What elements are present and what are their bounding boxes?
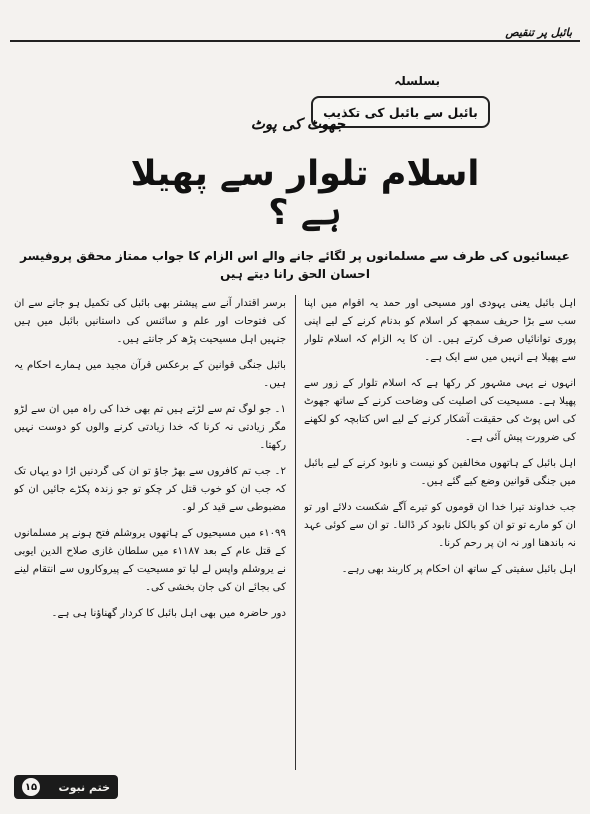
article-subtitle: جھوٹ کی پوٹ <box>250 115 345 133</box>
header-label: بائبل پر تنقیص <box>501 26 576 39</box>
footer-label: ختم نبوت <box>58 780 110 794</box>
column-right <box>304 295 576 765</box>
column-left <box>14 295 286 765</box>
column-paragraph: ۱۔ جو لوگ تم سے لڑتے ہیں تم بھی خدا کی راہ میں ان سے لڑو مگر زیادتی نہ کرنا کہ خدا زیادتی کرنے والوں کو دوست نہیں رکھتا۔ <box>14 404 286 451</box>
article-intro: عیسائیوں کی طرف سے مسلمانوں پر لگائے جانے والے اس الزام کا جواب ممتاز محقق پروفیسر احسان الحق رانا دیتے ہیں <box>20 249 570 281</box>
column-divider <box>295 295 296 770</box>
footer-badge <box>14 775 118 799</box>
column-paragraph: بائبل جنگی قوانین کے برعکس قرآن مجید میں ہمارے احکام یہ ہیں۔ <box>14 360 286 389</box>
column-paragraph: اہل بائبل کے ہاتھوں مخالفین کو نیست و نابود کرنے کے لیے بائبل میں جنگی قوانین وضع کیے گئے ہیں۔ <box>304 458 576 487</box>
page-number: ۱۵ <box>22 778 40 796</box>
article-headline: اسلام تلوار سے پھیلا ہے ؟ <box>130 154 480 233</box>
column-paragraph: ۲۔ جب تم کافروں سے بھڑ جاؤ تو ان کی گردنیں اڑا دو یہاں تک کہ جب ان کو خوب قتل کر چکو تو جو زندہ پکڑے جائیں ان کو مضبوطی سے قید کر لو۔ <box>14 466 286 513</box>
column-paragraph: اہل بائبل سفیتی کے ساتھ ان احکام پر کاربند بھی رہے۔ <box>341 564 576 575</box>
column-paragraph: جب خداوند تیرا خدا ان قوموں کو تیرے آگے شکست دلائے اور تو ان کو مارے تو تو ان کو بالکل نابود کر ڈالنا۔ تو ان سے کوئی عہد نہ باندھنا اور نہ ان پر رحم کرنا۔ <box>304 502 576 549</box>
series-title: بائبل سے بائبل کی تکذیب <box>323 104 478 120</box>
column-paragraph: ۱۰۹۹ء میں مسیحیوں کے ہاتھوں یروشلم فتح ہونے پر مسلمانوں کے قتل عام کے بعد ۱۱۸۷ء میں سلطان غازی صلاح الدین ایوبی نے یروشلم واپس لے لیا تو مسیحیت کے پیروکاروں سے انتقام لینے کی بجائے ان کی جان بخشی کی۔ <box>14 528 286 593</box>
header-rule <box>10 40 580 42</box>
column-paragraph: اہل بائبل یعنی یہودی اور مسیحی اور حمد یہ اقوام میں اپنا سب سے بڑا حریف سمجھ کر اسلام کو بدنام کرنے کے لیے اپنی پوری توانائیاں صرف کرتے ہیں۔ ان کا یہ الزام کہ اسلام تلوار سے پھیلا ہے انہیں میں سے ایک ہے۔ <box>304 298 576 363</box>
column-paragraph: دور حاضرہ میں بھی اہل بائبل کا کردار گھناؤنا ہی ہے۔ <box>51 608 286 619</box>
column-paragraph: برسر اقتدار آنے سے پیشتر بھی بائبل کی تکمیل ہو جانے سے ان کی فتوحات اور علم و سائنس کی داستانیں بائبل میں ہیں جنہیں اہل مسیحیت پڑھ کر جانتے ہیں۔ <box>14 298 286 345</box>
series-bismillah: بسلسلہ <box>394 74 440 88</box>
column-paragraph: انہوں نے یہی مشہور کر رکھا ہے کہ اسلام تلوار کے زور سے پھیلا ہے۔ مسیحیت کی اصلیت کی وضاحت کرنے کے ساتھ جھوٹ کی اس پوٹ کی حقیقت آشکار کرنے کے لیے اس کتابچہ کو لکھنے کی ضرورت پیش آئی ہے۔ <box>304 378 576 443</box>
